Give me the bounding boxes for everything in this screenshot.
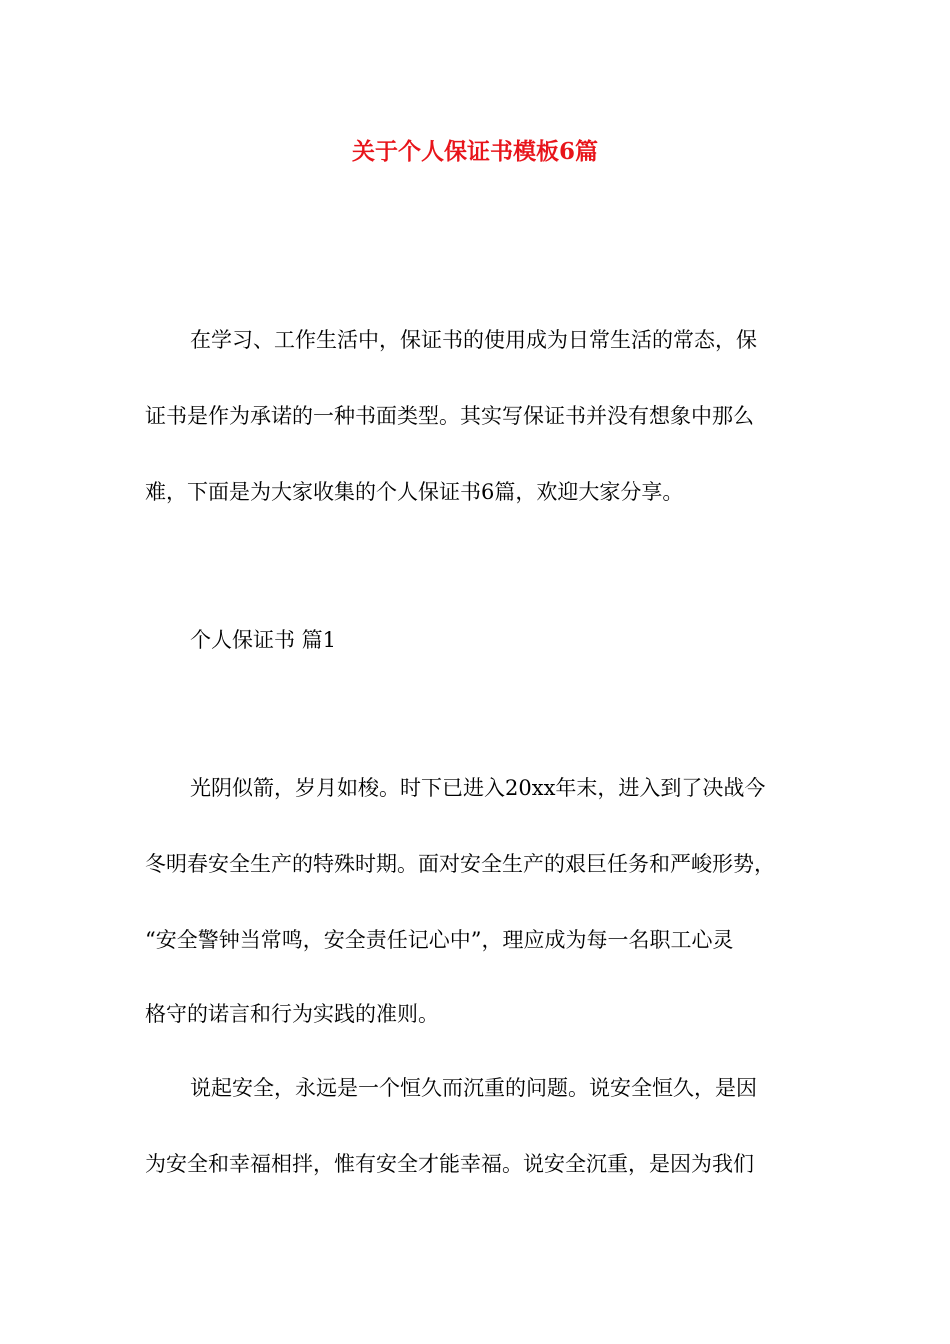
- intro-line-2: 证书是作为承诺的一种书面类型。其实写保证书并没有想象中那么: [145, 404, 754, 428]
- intro-line-1: 在学习、工作生活中，保证书的使用成为日常生活的常态，保: [190, 328, 757, 352]
- body-line-2: 冬明春安全生产的特殊时期。面对安全生产的艰巨任务和严峻形势，: [145, 852, 775, 876]
- section-heading: 个人保证书 篇1: [190, 628, 337, 652]
- body-line-4: 格守的诺言和行为实践的准则。: [145, 1002, 439, 1026]
- intro-line-3: 难，下面是为大家收集的个人保证书6篇，欢迎大家分享。: [145, 480, 684, 504]
- document-title: 关于个人保证书模板6篇: [351, 138, 598, 165]
- body-line-1: 光阴似箭，岁月如梭。时下已进入20xx年末，进入到了决战今: [190, 776, 766, 800]
- body-line-3: “安全警钟当常鸣，安全责任记心中”，理应成为每一名职工心灵: [145, 928, 734, 952]
- body-line-6: 为安全和幸福相拌，惟有安全才能幸福。说安全沉重，是因为我们: [145, 1152, 754, 1176]
- body-line-5: 说起安全，永远是一个恒久而沉重的问题。说安全恒久，是因: [190, 1076, 757, 1100]
